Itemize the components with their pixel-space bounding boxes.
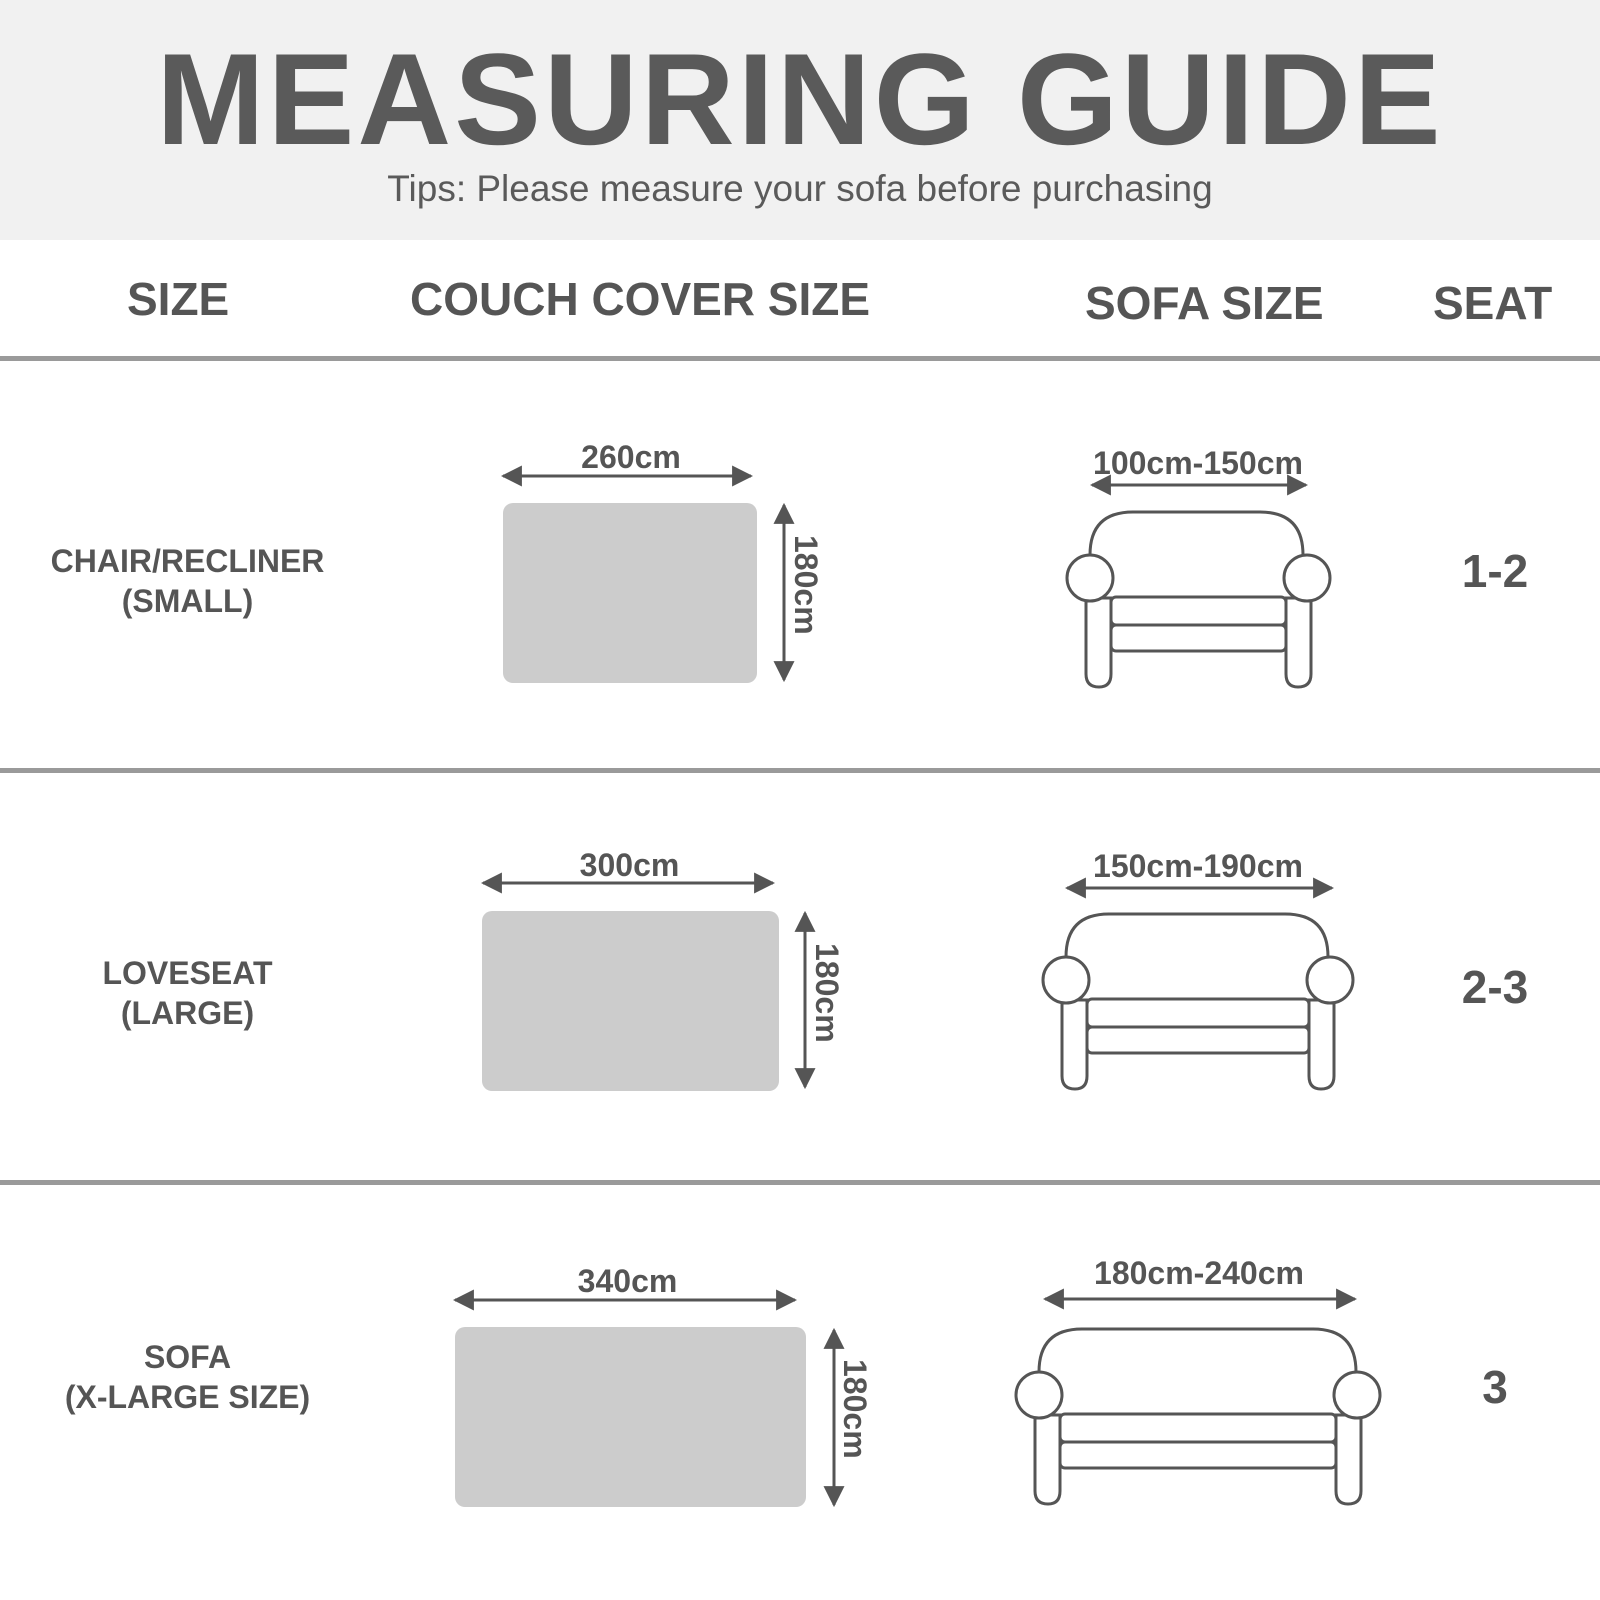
- cover-width-label: 260cm: [581, 439, 681, 475]
- size-label-line1: SOFA: [143, 1339, 232, 1375]
- sofa-range-label: 150cm-190cm: [1093, 848, 1303, 884]
- size-label-line1: LOVESEAT: [102, 955, 273, 991]
- cover-width-label: 340cm: [577, 1263, 678, 1299]
- column-header-size: SIZE: [127, 273, 230, 325]
- cover-height-label: 180cm: [809, 943, 845, 1043]
- column-header-cover: COUCH COVER SIZE: [410, 273, 871, 325]
- column-header-sofa: SOFA SIZE: [1085, 277, 1324, 329]
- seat-count: 3: [1482, 1361, 1508, 1413]
- cover-height-label: 180cm: [837, 1359, 873, 1459]
- seat-count: 1-2: [1461, 545, 1529, 597]
- sofa-outline-icon: [1067, 512, 1330, 687]
- sofa-outline-icon: [1016, 1329, 1380, 1504]
- sofa-range-label: 180cm-240cm: [1094, 1255, 1304, 1291]
- seat-count: 2-3: [1461, 961, 1529, 1013]
- size-label-line2: (X-LARGE SIZE): [64, 1379, 311, 1415]
- sofa-outline-icon: [1043, 914, 1353, 1089]
- sofa-range-label: 100cm-150cm: [1093, 445, 1303, 481]
- size-label-line2: (SMALL): [121, 583, 254, 619]
- cover-height-label: 180cm: [788, 535, 824, 635]
- tips-text: Tips: Please measure your sofa before purchasing: [387, 168, 1213, 209]
- size-label-line1: CHAIR/RECLINER: [50, 543, 325, 579]
- column-header-seat: SEAT: [1433, 277, 1553, 329]
- page-title: MEASURING GUIDE: [156, 26, 1444, 172]
- cover-width-label: 300cm: [579, 847, 680, 883]
- size-label-line2: (LARGE): [120, 995, 255, 1031]
